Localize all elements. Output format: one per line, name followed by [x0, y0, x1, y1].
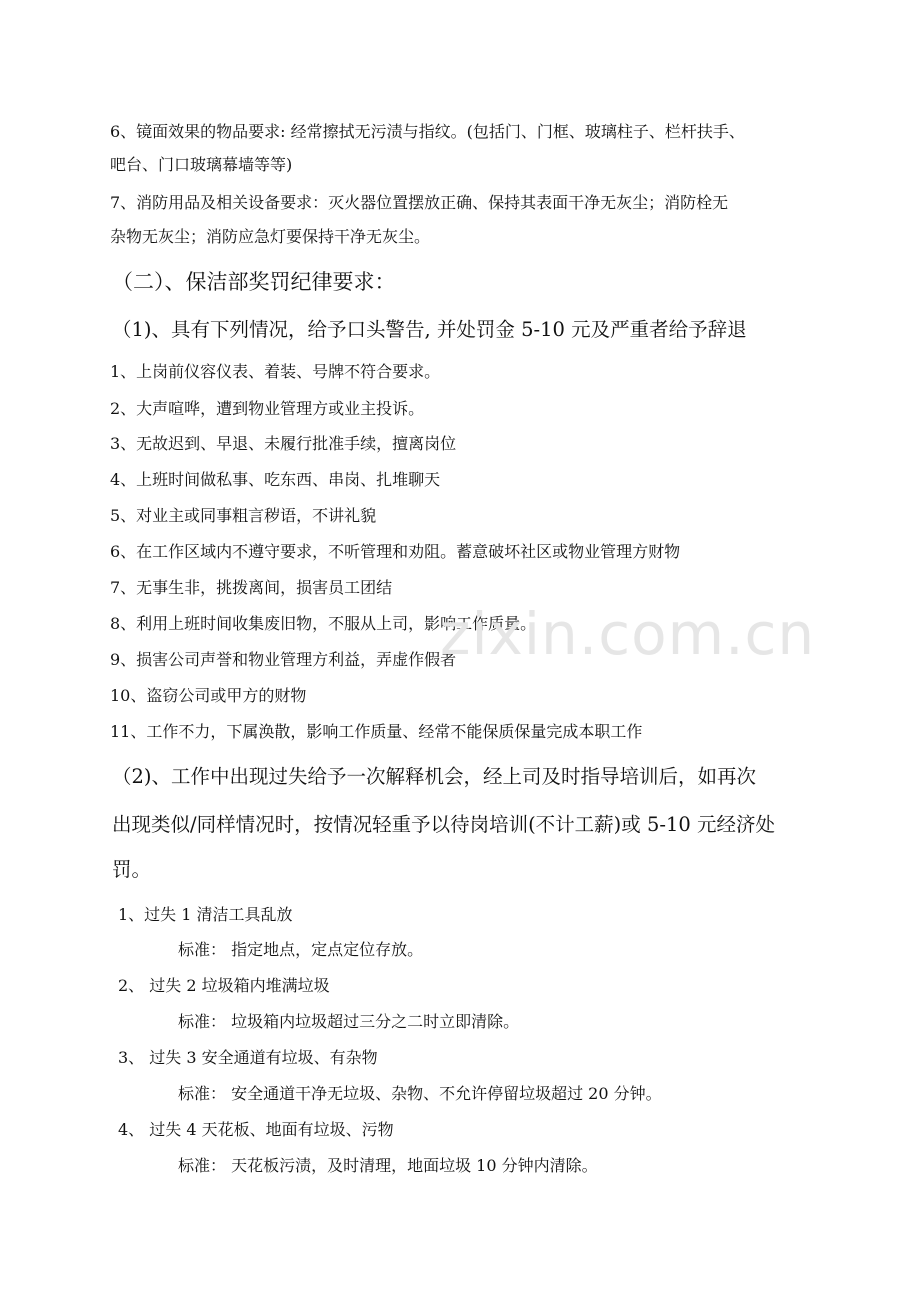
subsection-text: 罚。: [112, 858, 152, 881]
list-item: 8、利用上班时间收集废旧物，不服从上司，影响工作质量。: [110, 614, 537, 633]
list-item: 10、盗窃公司或甲方的财物: [110, 686, 307, 705]
standard-item: 标准： 指定地点，定点定位存放。: [178, 940, 424, 959]
list-item: 1、上岗前仪容仪表、着装、号牌不符合要求。: [110, 362, 441, 381]
list-item: 5、对业主或同事粗言秽语，不讲礼貌: [110, 506, 377, 525]
list-item: 2、大声喧哗，遭到物业管理方或业主投诉。: [110, 399, 425, 418]
subsection-text: 出现类似/同样情况时，按情况轻重予以待岗培训(不计工薪)或 5-10 元经济处: [112, 813, 775, 836]
standard-item: 标准： 安全通道干净无垃圾、杂物、不允许停留垃圾超过 20 分钟。: [178, 1084, 662, 1103]
paragraph-line: 6、镜面效果的物品要求: 经常擦拭无污渍与指纹。(包括门、门框、玻璃柱子、栏杆扶手、: [110, 122, 745, 141]
list-item: 7、无事生非，挑拨离间，损害员工团结: [110, 578, 393, 597]
paragraph-line: 7、消防用品及相关设备要求：灭火器位置摆放正确、保持其表面干净无灰尘；消防栓无: [110, 193, 729, 212]
list-item: 9、损害公司声誉和物业管理方利益，弄虚作假者: [110, 650, 457, 669]
paragraph-line: 吧台、门口玻璃幕墙等等): [110, 155, 293, 174]
subsection-heading: （1)、具有下列情况，给予口头警告, 并处罚金 5-10 元及严重者给予辞退: [112, 318, 747, 341]
fault-item: 1、过失 1 清洁工具乱放: [118, 905, 293, 924]
fault-item: 4、 过失 4 天花板、地面有垃圾、污物: [118, 1120, 394, 1139]
standard-item: 标准： 天花板污渍，及时清理，地面垃圾 10 分钟内清除。: [178, 1156, 598, 1175]
fault-item: 3、 过失 3 安全通道有垃圾、有杂物: [118, 1048, 378, 1067]
watermark: zixin.com.cn: [440, 600, 816, 668]
section-heading: （二）、保洁部奖罚纪律要求：: [112, 270, 396, 294]
list-item: 4、上班时间做私事、吃东西、串岗、扎堆聊天: [110, 470, 441, 489]
list-item: 11、工作不力，下属涣散，影响工作质量、经常不能保质保量完成本职工作: [110, 722, 643, 741]
list-item: 3、无故迟到、早退、未履行批准手续，擅离岗位: [110, 434, 457, 453]
fault-item: 2、 过失 2 垃圾箱内堆满垃圾: [118, 976, 330, 995]
standard-item: 标准： 垃圾箱内垃圾超过三分之二时立即清除。: [178, 1012, 520, 1031]
subsection-heading: （2)、工作中出现过失给予一次解释机会，经上司及时指导培训后，如再次: [112, 765, 757, 788]
paragraph-line: 杂物无灰尘；消防应急灯要保持干净无灰尘。: [110, 227, 431, 246]
list-item: 6、在工作区域内不遵守要求，不听管理和劝阻。蓄意破坏社区或物业管理方财物: [110, 542, 681, 561]
